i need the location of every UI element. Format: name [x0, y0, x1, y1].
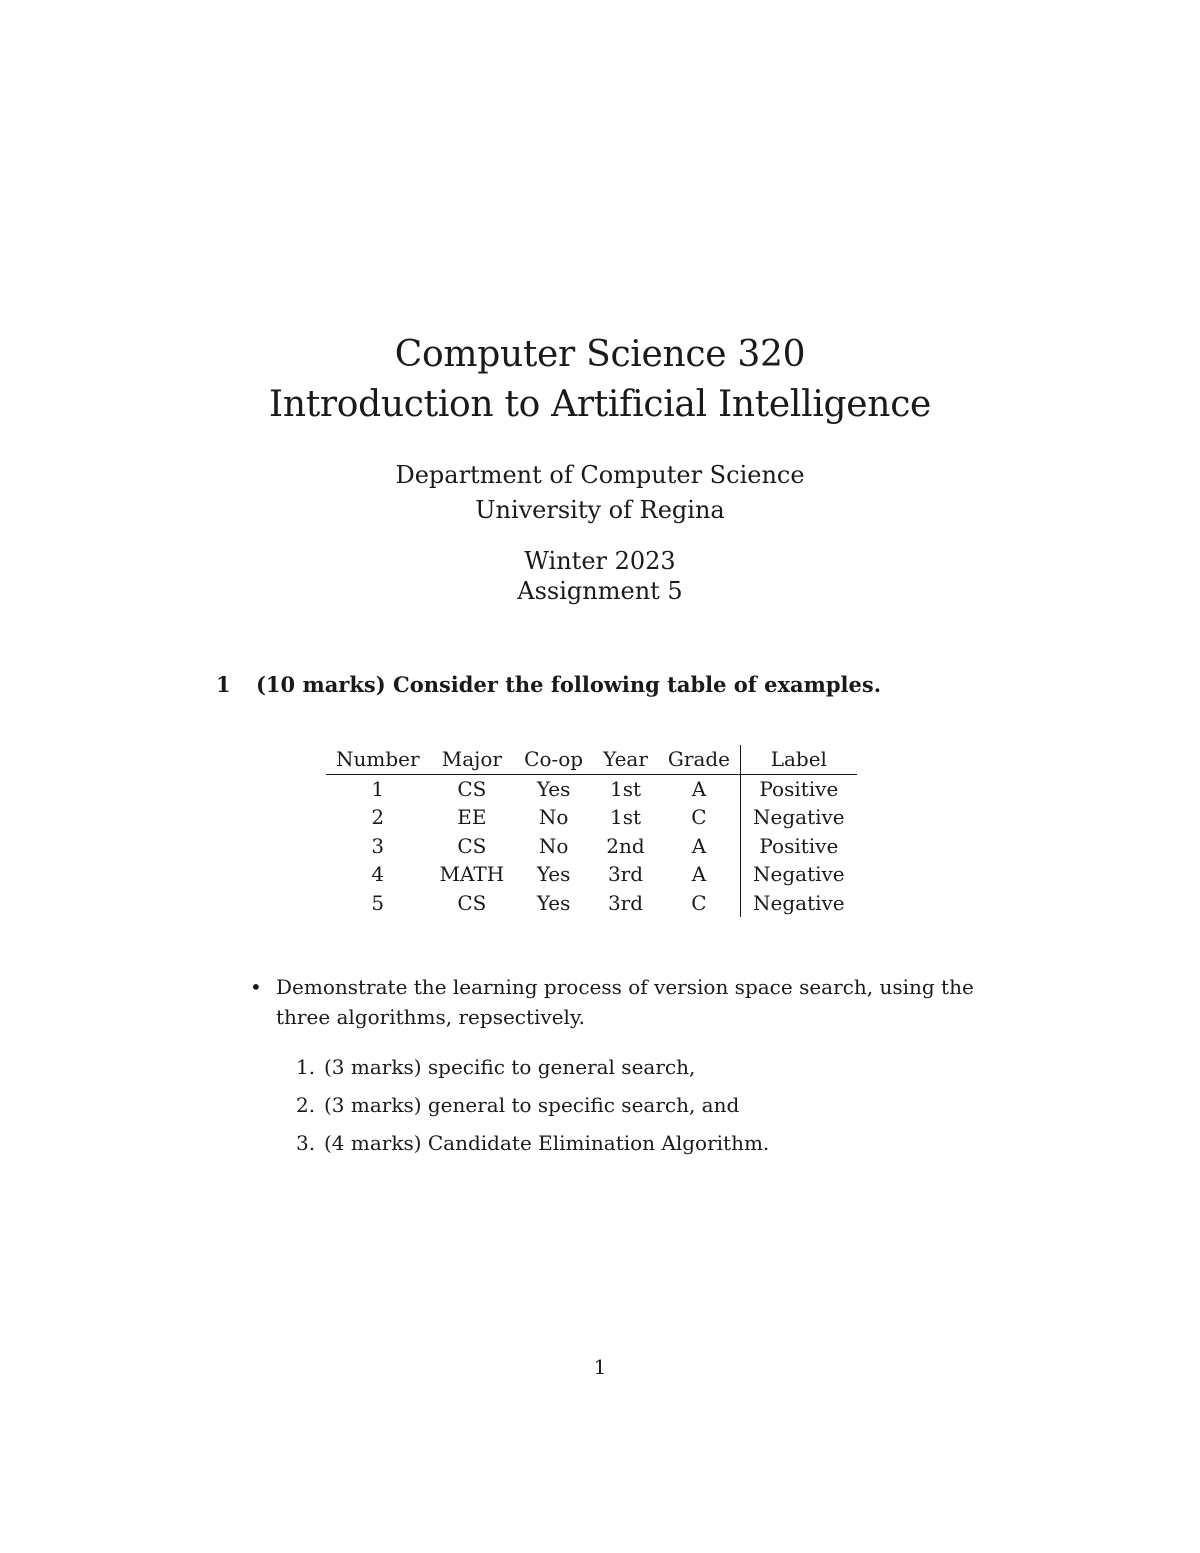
column-header: Number — [326, 745, 430, 774]
table-row — [326, 803, 857, 832]
department-name: Department of Computer Science — [395, 461, 805, 489]
list-item-text: (3 marks) specific to general search, — [324, 1055, 696, 1079]
list-item-number: 3. — [296, 1131, 316, 1155]
table-cell: Negative — [741, 889, 857, 918]
column-header: Grade — [658, 745, 741, 774]
column-header: Co-op — [514, 745, 593, 774]
table-cell: 3rd — [607, 862, 644, 887]
table-cell: 4 — [371, 862, 385, 887]
table-row — [326, 860, 857, 889]
term-block — [0, 546, 1200, 606]
question-heading-text: (10 marks) Consider the following table of examples. — [256, 672, 882, 697]
table-cell: A — [691, 776, 707, 801]
table-cell: EE — [457, 805, 487, 830]
assignment-title: Assignment 5 — [517, 577, 683, 605]
table-cell: CS — [457, 833, 487, 858]
table-cell: Yes — [536, 890, 571, 915]
table-cell: A — [691, 833, 707, 858]
table-cell: Negative — [741, 803, 857, 832]
question-heading — [216, 670, 881, 700]
column-header: Label — [741, 745, 857, 774]
table-cell: 3rd — [607, 890, 644, 915]
table-cell: Positive — [741, 832, 857, 861]
table-cell: 2nd — [606, 833, 645, 858]
table-cell: C — [691, 805, 707, 830]
bullet-item — [250, 972, 990, 1032]
table-header-row — [326, 745, 857, 774]
table-cell: Yes — [536, 776, 571, 801]
bullet-text: Demonstrate the learning process of version space search, using the three algorithms, repsectively. — [276, 975, 974, 1029]
university-name: University of Regina — [475, 496, 725, 524]
list-item — [296, 1124, 769, 1162]
term: Winter 2023 — [524, 547, 676, 575]
table-cell: 5 — [371, 890, 385, 915]
table-cell: C — [691, 890, 707, 915]
list-item-number: 1. — [296, 1055, 316, 1079]
table-row — [326, 889, 857, 918]
question-number: 1 — [216, 672, 231, 697]
table-cell: A — [691, 862, 707, 887]
table-row — [326, 832, 857, 861]
list-item-text: (4 marks) Candidate Elimination Algorithm. — [324, 1131, 770, 1155]
table-cell: No — [538, 805, 569, 830]
table-cell: MATH — [439, 862, 505, 887]
table-cell: Positive — [741, 774, 857, 803]
list-item — [296, 1086, 769, 1124]
table-cell: Yes — [536, 862, 571, 887]
table-cell: 1 — [371, 776, 385, 801]
table-cell: 3 — [371, 833, 385, 858]
column-header: Year — [593, 745, 658, 774]
table-cell: CS — [457, 890, 487, 915]
course-code: Computer Science 320 — [394, 334, 806, 375]
course-name: Introduction to Artificial Intelligence — [268, 384, 932, 425]
course-title — [0, 330, 1200, 430]
list-item-text: (3 marks) general to specific search, and — [324, 1093, 740, 1117]
department-block — [0, 458, 1200, 528]
table-cell: 1st — [609, 805, 642, 830]
bullet-dot-icon: • — [250, 975, 262, 999]
list-item-number: 2. — [296, 1093, 316, 1117]
list-item — [296, 1048, 769, 1086]
table-cell: 2 — [371, 805, 385, 830]
sub-item-list — [296, 1048, 769, 1162]
table-cell: No — [538, 833, 569, 858]
examples-table — [326, 745, 857, 917]
table-cell: Negative — [741, 860, 857, 889]
table-cell: 1st — [609, 776, 642, 801]
table-row — [326, 774, 857, 803]
table-cell: CS — [457, 776, 487, 801]
page-number: 1 — [593, 1355, 607, 1379]
column-header: Major — [430, 745, 515, 774]
